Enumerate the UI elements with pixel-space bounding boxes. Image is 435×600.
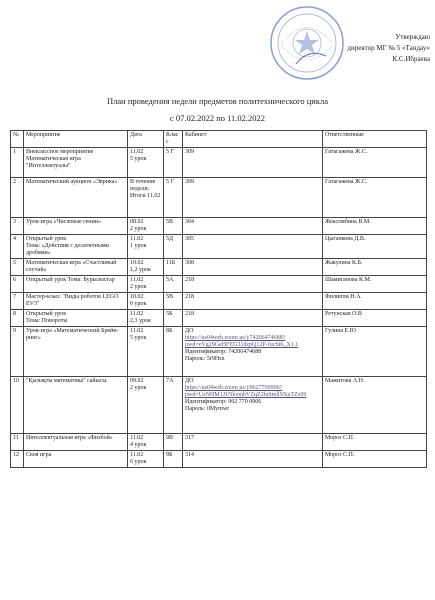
table-row	[11, 310, 427, 327]
cell-class: 9В	[164, 434, 183, 451]
approval-block	[290, 32, 430, 65]
cell-date: 11.02 5 урок	[128, 148, 164, 178]
cell-resp: Гатагажева Ж.С.	[323, 178, 427, 218]
zoom-link[interactable]: https://us04web.zoom.us/j/9627700906?pwd=UzNHM1J1NkxmbVZqZ2lnSmllSXpTZz09	[185, 385, 307, 398]
cell-event: Математическая игра «Счастливый случай»	[24, 259, 128, 276]
cell-room: 218	[183, 293, 323, 310]
cell-room: 317	[183, 434, 323, 451]
zoom-credentials: Идентификатор: 74206474688 Пароль: 5r9Hsn	[185, 349, 262, 362]
events-table	[10, 130, 427, 468]
cell-room: ДО https://us04web.zoom.us/j/9627700906?pwd=UzNHM1J1NkxmbVZqZ2lnSmllSXpTZz09 Идентификатор: 962 770 0906 Пароль: 0Mymwr	[183, 377, 323, 434]
cell-event: Урок-игра «Математический Брейн-ринг»	[24, 327, 128, 377]
cell-num: 2	[11, 178, 24, 218]
cell-resp: Мажитова А.Н.	[323, 377, 427, 434]
cell-class: 9Б	[164, 451, 183, 468]
zoom-credentials: Идентификатор: 962 770 0906 Пароль: 0Mymwr	[185, 399, 262, 412]
cell-class: 5А	[164, 276, 183, 293]
cell-class: 5 Г	[164, 178, 183, 218]
cell-event: Мастер-класс "Виды роботов LEGO EV3"	[24, 293, 128, 310]
table-row	[11, 377, 427, 434]
cell-class: 8Б	[164, 327, 183, 377]
cell-date: 11.02 4 урок	[128, 434, 164, 451]
cell-room: 309	[183, 178, 323, 218]
cell-room: ДО https://us04web.zoom.us/j/74206474688?pwd=eYg29GeHFEG31dzpQ12P-fucSt6_X1.1 Идентификатор: 74206474688 Пароль: 5r9Hsn	[183, 327, 323, 377]
cell-event: Своя игра	[24, 451, 128, 468]
cell-event: Открытый урок Тема: Повороты	[24, 310, 128, 327]
cell-num: 7	[11, 293, 24, 310]
table-row	[11, 434, 427, 451]
cell-room: 218	[183, 310, 323, 327]
cell-event: Открытый урок Тема: Бурылыстар	[24, 276, 128, 293]
cell-date: 11.02 5 урок	[128, 327, 164, 377]
cell-num: 4	[11, 235, 24, 259]
cell-class: 7А	[164, 377, 183, 434]
cell-class: 5Д	[164, 235, 183, 259]
cell-num: 1	[11, 148, 24, 178]
table-row	[11, 218, 427, 235]
cell-event: "Қызықты математика" сайысы.	[24, 377, 128, 434]
table-row	[11, 259, 427, 276]
cell-room: 304	[183, 218, 323, 235]
table-row	[11, 293, 427, 310]
cell-date: 11.02 1 урок	[128, 235, 164, 259]
zoom-link[interactable]: https://us04web.zoom.us/j/74206474688?pwd=eYg29GeHFEG31dzpQ12P-fucSt6_X1.1	[185, 335, 299, 348]
table-row	[11, 178, 427, 218]
cell-date: 11.02 6 урок	[128, 451, 164, 468]
cell-class: 5В	[164, 218, 183, 235]
cell-resp: Гатагажева Ж.С.	[323, 148, 427, 178]
table-row	[11, 148, 427, 178]
column-header: Мероприятие	[24, 131, 128, 148]
column-header: №	[11, 131, 24, 148]
cell-num: 6	[11, 276, 24, 293]
table-row	[11, 276, 427, 293]
column-header: Класс	[164, 131, 183, 148]
cell-resp: Шамиганова К.М.	[323, 276, 427, 293]
approval-line-1: Утверждаю	[395, 33, 430, 41]
cell-num: 12	[11, 451, 24, 468]
cell-date: 09.02 2 урок	[128, 377, 164, 434]
cell-event: Внеклассное мероприятие Математическая игра "Интеллектуалы"	[24, 148, 128, 178]
cell-num: 5	[11, 259, 24, 276]
column-header: Ответственные	[323, 131, 427, 148]
cell-resp: Филиппи Н.А.	[323, 293, 427, 310]
cell-event: Открытый урок Тема: «Действия с десятичными дробями»	[24, 235, 128, 259]
cell-resp: Мороз С.П.	[323, 451, 427, 468]
document-title: План проведения недели предметов политехнического цикла	[107, 96, 328, 106]
cell-event: Урок-игра «Числовые гении»	[24, 218, 128, 235]
cell-resp: Жакулина К.Б.	[323, 259, 427, 276]
cell-num: 11	[11, 434, 24, 451]
cell-class: 11Б	[164, 259, 183, 276]
column-header: Кабинет	[183, 131, 323, 148]
cell-num: 10	[11, 377, 24, 434]
cell-class: 5В	[164, 293, 183, 310]
cell-class: 5 Г	[164, 148, 183, 178]
cell-date: 11.02 2,3 урок	[128, 310, 164, 327]
document-subtitle: с 07.02.2022 по 11.02.2022	[169, 113, 266, 123]
cell-room: 305	[183, 235, 323, 259]
cell-date: В течение недели. Итоги 11.02	[128, 178, 164, 218]
column-header: Дата	[128, 131, 164, 148]
cell-room: 314	[183, 451, 323, 468]
cell-room: 218	[183, 276, 323, 293]
cell-event: Математический аукцион «Эврика»	[24, 178, 128, 218]
cell-num: 3	[11, 218, 24, 235]
table-row	[11, 235, 427, 259]
approval-line-3: К.С.Ибраева	[392, 55, 430, 63]
cell-resp: Гулина Е.Ю	[323, 327, 427, 377]
cell-date: 10.02 0 урок	[128, 293, 164, 310]
cell-resp: Мороз С.П.	[323, 434, 427, 451]
cell-class: 5Б	[164, 310, 183, 327]
cell-room: 308	[183, 259, 323, 276]
table-row	[11, 451, 427, 468]
cell-resp: Цыганкова Д.В.	[323, 235, 427, 259]
table-row	[11, 327, 427, 377]
approval-line-2: директор МГ № 5 «Тандау»	[347, 44, 430, 52]
cell-date: 10.02 1,2 урок	[128, 259, 164, 276]
cell-resp: Ретунская О.В	[323, 310, 427, 327]
cell-event: Интеллектуальная игра «Физбой»	[24, 434, 128, 451]
table-header-row	[11, 131, 427, 148]
table-body	[11, 148, 427, 468]
cell-resp: Жексембина В.М.	[323, 218, 427, 235]
cell-num: 9	[11, 327, 24, 377]
cell-date: 08.02 2 урок	[128, 218, 164, 235]
cell-room: 309	[183, 148, 323, 178]
cell-date: 11.02 2 урок	[128, 276, 164, 293]
cell-num: 8	[11, 310, 24, 327]
